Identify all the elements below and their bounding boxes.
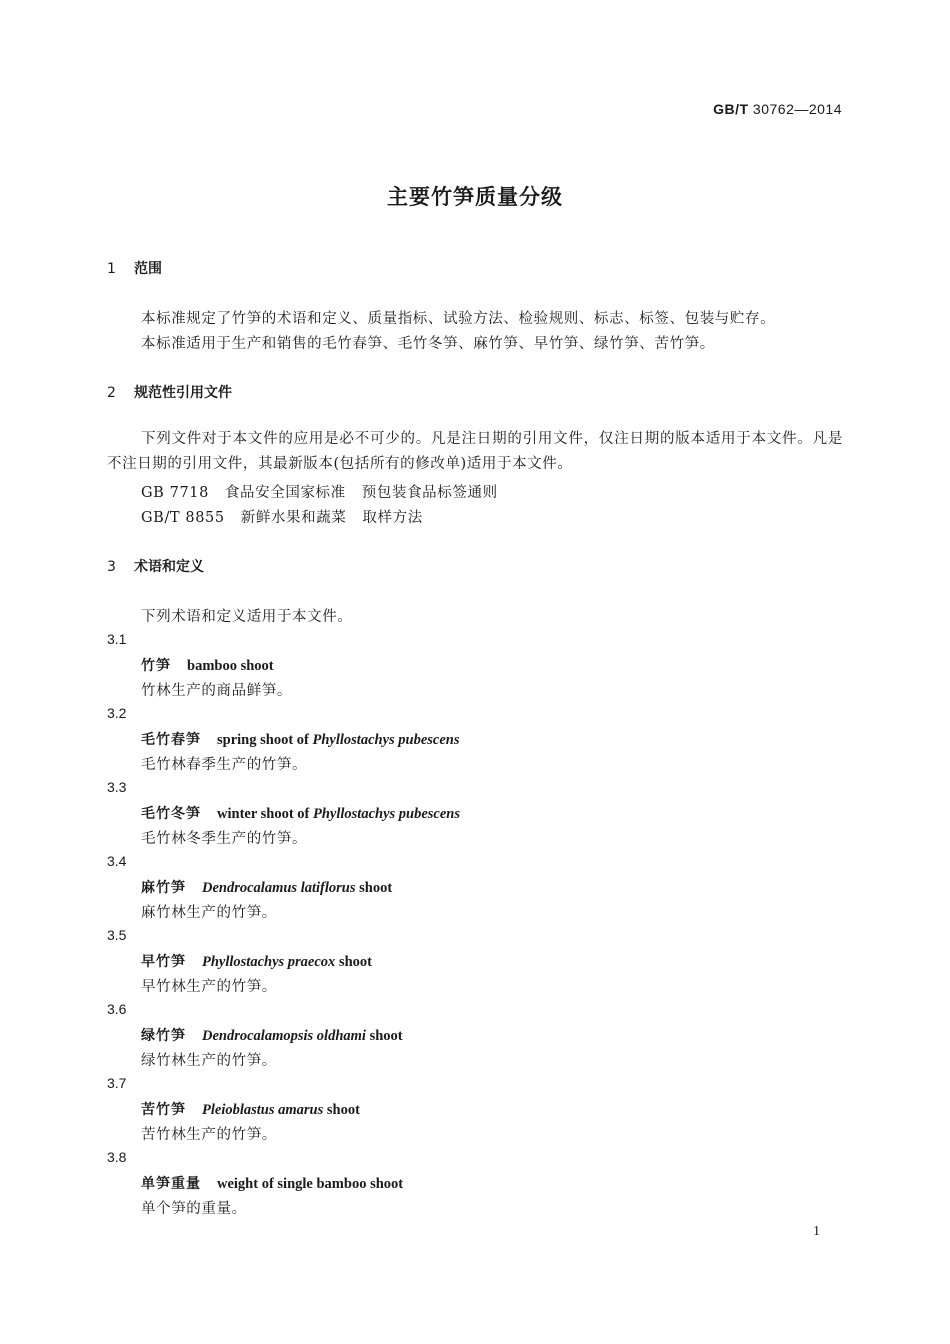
term-number: 3.1 bbox=[107, 631, 127, 647]
standard-code bbox=[713, 101, 842, 117]
term-name bbox=[141, 951, 372, 971]
reference-title-a: 新鲜水果和蔬菜 bbox=[240, 510, 347, 526]
section-2-heading bbox=[107, 382, 232, 402]
term-name bbox=[141, 1099, 360, 1119]
term-name-en: Pleioblastus amarus shoot bbox=[202, 1102, 360, 1118]
term-name bbox=[141, 1025, 403, 1045]
term-name-zh: 早竹笋 bbox=[141, 954, 186, 970]
term-definition: 麻竹林生产的竹笋。 bbox=[141, 905, 277, 921]
reference-code: GB 7718 bbox=[141, 485, 209, 501]
term-name-zh: 麻竹笋 bbox=[141, 880, 186, 896]
term-definition: 苦竹林生产的竹笋。 bbox=[141, 1127, 277, 1143]
section-number: 3 bbox=[107, 559, 116, 575]
terms-intro: 下列术语和定义适用于本文件。 bbox=[141, 609, 353, 625]
term-number: 3.8 bbox=[107, 1149, 127, 1165]
reference-item bbox=[141, 506, 423, 527]
scope-paragraph-1: 本标准规定了竹笋的术语和定义、质量指标、试验方法、检验规则、标志、标签、包装与贮存。 bbox=[141, 311, 776, 327]
section-number: 1 bbox=[107, 261, 116, 277]
term-name-zh: 毛竹春笋 bbox=[141, 732, 201, 748]
term-name-zh: 毛竹冬笋 bbox=[141, 806, 201, 822]
section-number: 2 bbox=[107, 385, 116, 401]
reference-title-a: 食品安全国家标准 bbox=[224, 485, 346, 501]
term-definition: 毛竹林冬季生产的竹笋。 bbox=[141, 831, 308, 847]
term-name-en: spring shoot of Phyllostachys pubescens bbox=[217, 732, 460, 748]
term-name-zh: 单笋重量 bbox=[141, 1176, 201, 1192]
term-number: 3.3 bbox=[107, 779, 127, 795]
term-definition: 绿竹林生产的竹笋。 bbox=[141, 1053, 277, 1069]
section-1-heading bbox=[107, 258, 162, 278]
term-name bbox=[141, 1173, 403, 1193]
reference-title-b: 预包装食品标签通则 bbox=[361, 485, 498, 501]
term-definition: 毛竹林春季生产的竹笋。 bbox=[141, 757, 308, 773]
term-name-zh: 竹笋 bbox=[141, 658, 171, 674]
term-name-zh: 苦竹笋 bbox=[141, 1102, 186, 1118]
scope-paragraph-2: 本标准适用于生产和销售的毛竹春笋、毛竹冬笋、麻竹笋、早竹笋、绿竹笋、苦竹笋。 bbox=[141, 336, 715, 352]
term-name-en: bamboo shoot bbox=[187, 658, 274, 674]
section-title: 术语和定义 bbox=[134, 559, 204, 575]
term-name bbox=[141, 803, 460, 823]
term-number: 3.4 bbox=[107, 853, 127, 869]
term-name-en: Phyllostachys praecox shoot bbox=[202, 954, 372, 970]
page-number: 1 bbox=[813, 1224, 820, 1239]
term-name-en: Dendrocalamus latiflorus shoot bbox=[202, 880, 393, 896]
references-paragraph: 下列文件对于本文件的应用是必不可少的。凡是注日期的引用文件，仅注日期的版本适用于本文件。凡是不注日期的引用文件，其最新版本(包括所有的修改单)适用于本文件。 bbox=[107, 431, 843, 472]
document-title: 主要竹笋质量分级 bbox=[387, 185, 563, 209]
term-number: 3.2 bbox=[107, 705, 127, 721]
term-number: 3.5 bbox=[107, 927, 127, 943]
standard-code-number: 30762—2014 bbox=[752, 101, 842, 117]
term-name bbox=[141, 729, 460, 749]
section-title: 规范性引用文件 bbox=[134, 385, 232, 401]
term-name-en: weight of single bamboo shoot bbox=[217, 1176, 404, 1192]
term-name bbox=[141, 655, 274, 675]
term-name-en: winter shoot of Phyllostachys pubescens bbox=[217, 806, 461, 822]
standard-code-prefix: GB/T bbox=[713, 101, 749, 117]
term-number: 3.6 bbox=[107, 1001, 127, 1017]
reference-code: GB/T 8855 bbox=[141, 510, 225, 526]
term-definition: 早竹林生产的竹笋。 bbox=[141, 979, 277, 995]
term-definition: 单个笋的重量。 bbox=[141, 1201, 247, 1217]
section-title: 范围 bbox=[134, 261, 162, 277]
term-name-zh: 绿竹笋 bbox=[141, 1028, 186, 1044]
term-definition: 竹林生产的商品鲜笋。 bbox=[141, 683, 292, 699]
term-name-en: Dendrocalamopsis oldhami shoot bbox=[202, 1028, 403, 1044]
reference-title-b: 取样方法 bbox=[362, 510, 423, 526]
term-name bbox=[141, 877, 392, 897]
term-number: 3.7 bbox=[107, 1075, 127, 1091]
section-3-heading bbox=[107, 556, 204, 576]
reference-item bbox=[141, 481, 498, 502]
